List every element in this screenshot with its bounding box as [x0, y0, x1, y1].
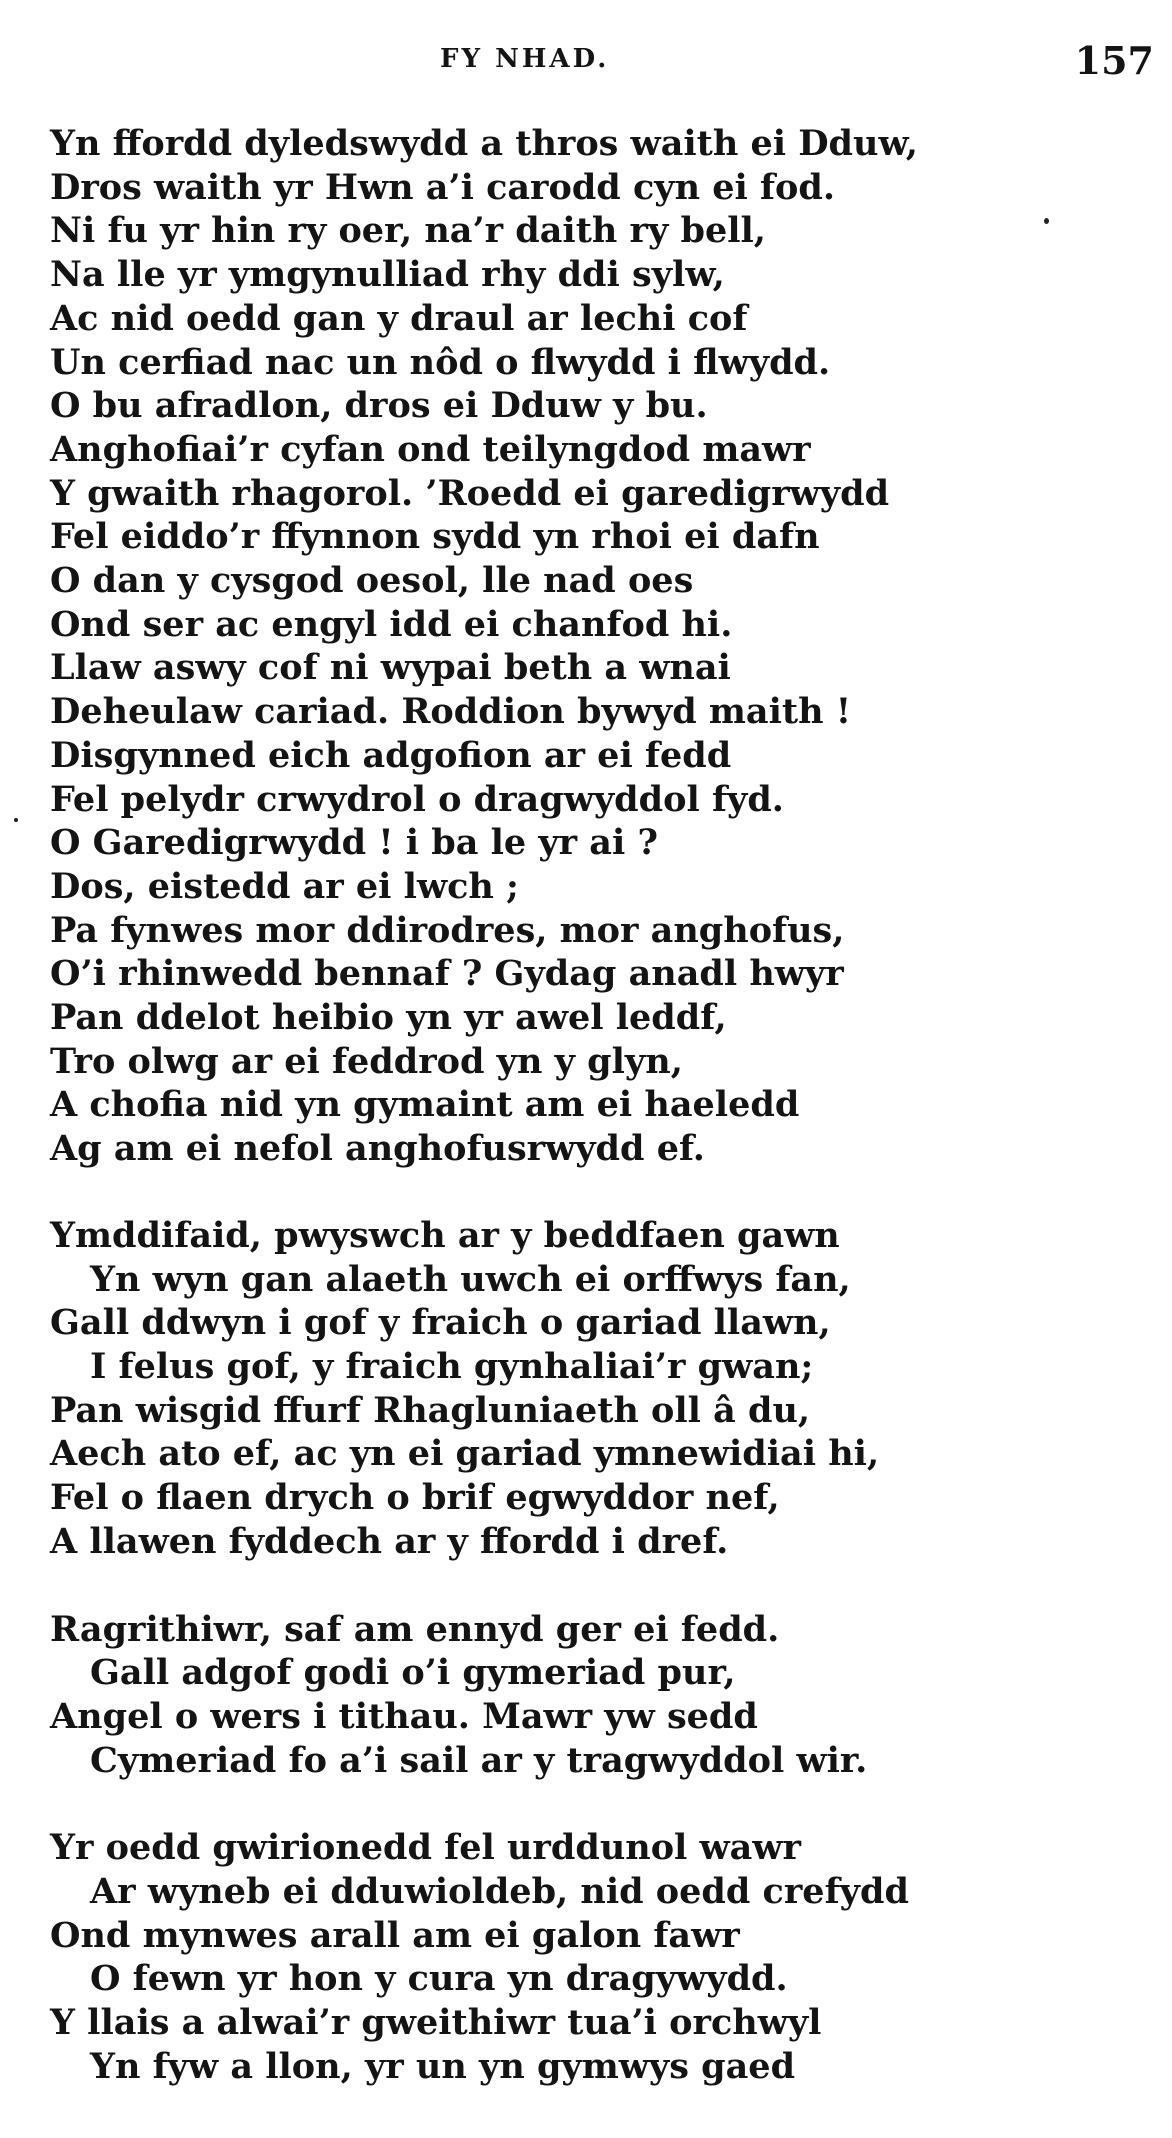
verse-line: Pa fynwes mor ddirodres, mor anghofus,	[50, 909, 845, 951]
verse-line: O Garedigrwydd ! i ba le yr ai ?	[50, 822, 658, 864]
verse-line: Pan wisgid ffurf Rhagluniaeth oll â du,	[50, 1389, 811, 1431]
verse-line-indented: O fewn yr hon y cura yn dragywydd.	[90, 1958, 788, 2000]
verse-line: Ymddifaid, pwyswch ar y beddfaen gawn	[50, 1214, 840, 1256]
verse-line: O bu afradlon, dros ei Dduw y bu.	[50, 385, 708, 427]
verse-line: Gall ddwyn i gof y fraich o gariad llawn,	[50, 1302, 831, 1344]
verse-line-indented: Yn fyw a llon, yr un yn gymwys gaed	[90, 2045, 796, 2087]
verse-line: Fel o flaen drych o brif egwyddor nef,	[50, 1477, 780, 1519]
verse-line: Ragrithiwr, saf am ennyd ger ei fedd.	[50, 1608, 780, 1650]
verse-line: O’i rhinwedd bennaf ? Gydag anadl hwyr	[50, 953, 844, 995]
verse-line: Anghofiai’r cyfan ond teilyngdod mawr	[50, 428, 811, 470]
verse-line: Yr oedd gwirionedd fel urddunol wawr	[50, 1827, 801, 1869]
verse-line: Deheulaw cariad. Roddion bywyd maith !	[50, 691, 852, 733]
verse-line: O dan y cysgod oesol, lle nad oes	[50, 560, 694, 602]
verse-line: Y llais a alwai’r gweithiwr tua’i orchwyl	[50, 2002, 822, 2044]
verse-line-indented: Yn wyn gan alaeth uwch ei orffwys fan,	[90, 1258, 851, 1300]
verse-line: Na lle yr ymgynulliad rhy ddi sylw,	[50, 254, 725, 296]
verse-line: Tro olwg ar ei feddrod yn y glyn,	[50, 1040, 683, 1082]
verse-line: Dros waith yr Hwn a’i carodd cyn ei fod.	[50, 166, 836, 208]
verse-line: Ag am ei nefol anghofusrwydd ef.	[50, 1128, 705, 1170]
verse-line: Un cerfiad nac un nôd o flwydd i flwydd.	[50, 341, 831, 383]
stanza-1	[50, 122, 1150, 1171]
verse-line-indented: I felus gof, y fraich gynhaliai’r gwan;	[90, 1345, 814, 1387]
verse-line: Pan ddelot heibio yn yr awel leddf,	[50, 997, 727, 1039]
verse-line: Ond ser ac engyl idd ei chanfod hi.	[50, 603, 733, 645]
poem-body	[50, 122, 1150, 2089]
verse-line-indented: Cymeriad fo a’i sail ar y tragwyddol wir.	[90, 1739, 868, 1781]
verse-line: A llawen fyddech ar y ffordd i dref.	[50, 1520, 729, 1562]
verse-line: Dos, eistedd ar ei lwch ;	[50, 865, 519, 907]
verse-line: Fel eiddo’r ffynnon sydd yn rhoi ei dafn	[50, 516, 820, 558]
page-number: 157	[1074, 38, 1154, 83]
stanza-3	[50, 1608, 1150, 1783]
verse-line-indented: Gall adgof godi o’i gymeriad pur,	[90, 1652, 736, 1694]
verse-line: Fel pelydr crwydrol o dragwyddol fyd.	[50, 778, 784, 820]
verse-line: Yn ffordd dyledswydd a thros waith ei Dduw,	[50, 123, 918, 164]
stanza-2	[50, 1214, 1150, 1564]
verse-line: Ond mynwes arall am ei galon fawr	[50, 1914, 740, 1956]
verse-line: Angel o wers i tithau. Mawr yw sedd	[50, 1695, 758, 1737]
verse-line: Y gwaith rhagorol. ’Roedd ei garedigrwydd	[50, 472, 890, 514]
verse-line: Aech ato ef, ac yn ei gariad ymnewidiai hi,	[50, 1433, 880, 1475]
verse-line-indented: Ar wyneb ei dduwioldeb, nid oedd crefydd	[90, 1871, 909, 1913]
verse-line: Disgynned eich adgofion ar ei fedd	[50, 734, 732, 776]
verse-line: Ac nid oedd gan y draul ar lechi cof	[50, 297, 748, 339]
verse-line: A chofia nid yn gymaint am ei haeledd	[50, 1084, 800, 1126]
verse-line: Llaw aswy cof ni wypai beth a wnai	[50, 647, 731, 689]
running-title: FY NHAD.	[440, 44, 610, 74]
verse-line: Ni fu yr hin ry oer, na’r daith ry bell,	[50, 210, 766, 252]
ink-speck	[14, 818, 18, 822]
stanza-4	[50, 1826, 1150, 2088]
